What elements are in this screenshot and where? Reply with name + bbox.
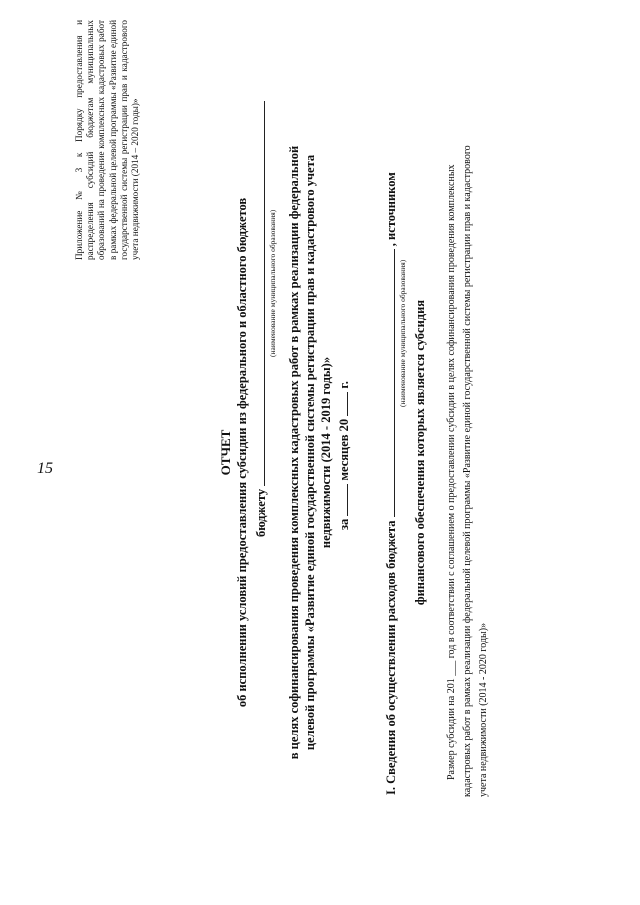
section1-blank	[382, 249, 395, 517]
period-months-blank	[335, 484, 348, 516]
section1-line-2: финансового обеспечения которых является субсидия	[413, 299, 427, 606]
paragraph-line-2: кадастровых работ в рамках реализации федеральной целевой программы «Развитие единой государственной системы регистрации прав и кадастрового	[462, 145, 473, 797]
paragraph-line-1: Размер субсидии на 201 ___ год в соответствии с соглашением о предоставлении субсидии в целях софинансирования проведения комплексных	[446, 164, 457, 780]
paragraph-line-3: учета недвижимости (2014 - 2020 годы)»	[478, 622, 489, 797]
recipient-prefix: бюджету	[254, 488, 268, 537]
purpose-line-2: целевой программы «Развитие единой государственной системы регистрации прав и кадастрового учета	[303, 154, 317, 751]
purpose-line-3: недвижимости (2014 - 2019 годы)»	[319, 356, 333, 549]
page-number: 15	[37, 460, 53, 477]
appendix-note: Приложение № 3 к Порядку предоставления и распределения субсидий бюджетам муниципальных образований на проведение комплексных кадастровых работ в рамках федеральной целевой программы «Развитие единой государственной системы регистрации прав и кадастрового учета недвижимости (2014 – 2020 годы)»	[74, 20, 141, 260]
section1-suffix: , источником	[384, 172, 398, 247]
recipient-line	[252, 101, 269, 537]
period-prefix: за	[337, 518, 351, 530]
recipient-blank	[252, 101, 265, 486]
purpose-line-1: в целях софинансирования проведения комплексных кадастровых работ в рамках реализации федеральной	[287, 145, 301, 760]
report-subtitle: об исполнении условий предоставления субсидии из федерального и областного бюджетов	[235, 197, 249, 708]
section1-heading: I. Сведения об осуществлении расходов бюджета	[384, 520, 398, 795]
section1-heading-line	[382, 172, 399, 795]
recipient-hint: (наименование муниципального образования)	[268, 209, 277, 357]
section1-hint: (наименование муниципального образования)	[398, 259, 407, 407]
period-year-blank	[335, 392, 348, 416]
period-suffix: г.	[337, 381, 351, 389]
period-line	[335, 381, 352, 530]
report-title: ОТЧЕТ	[218, 429, 233, 476]
period-mid: месяцев 20	[337, 418, 351, 481]
